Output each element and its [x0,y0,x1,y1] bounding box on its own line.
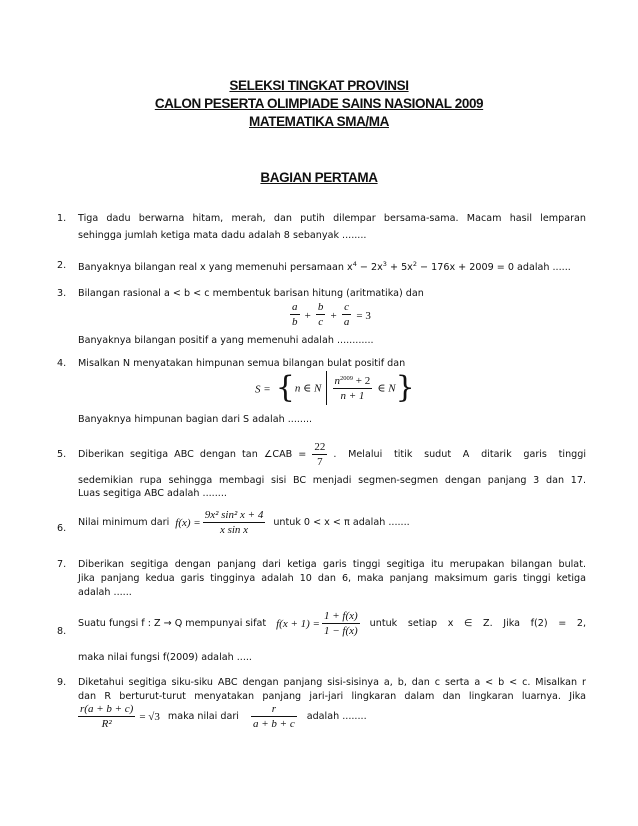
problem-9-line-1: Diketahui segitiga siku-siku ABC dengan panjang sisi-sisinya a, b, dan c serta a < b < c. Misalkan r [78,677,586,688]
problem-4-line-2: Banyaknya himpunan bagian dari S adalah ........ [78,414,313,425]
problem-1-line-1: Tiga dadu berwarna hitam, merah, dan putih dilempar bersama-sama. Macam hasil lemparan [78,213,586,224]
problem-2-text: Banyaknya bilangan real x yang memenuhi persamaan $x^4 - 2x^3 + 5x^2 - 176x + 2009 = 0$ adalah ...... [78,260,571,273]
problem-9-number: 9. [57,677,67,688]
problem-5-number: 5. [57,449,67,460]
section-title: BAGIAN PERTAMA [260,170,378,185]
problem-3-equation: $\frac{a}{b}$ + $\frac{b}{c}$ + $\frac{c}{a}$ = 3 [292,301,371,328]
problem-5-line-3: Luas segitiga ABC adalah ........ [78,488,227,499]
problem-8-line-1: Suatu fungsi f : Z → Q mempunyai sifat f(x + 1) = $\frac{1 + f(x)}{1 - f(x)}$ untuk setiap x ∈ Z. Jika f(2) = 2, [78,610,586,637]
problem-5-line-2: sedemikian rupa sehingga membagi sisi BC menjadi segmen-segmen dengan panjang 3 dan 17. [78,475,586,486]
problem-8-number: 8. [57,626,67,637]
problem-7-line-1: Diberikan segitiga dengan panjang dari ketiga garis tinggi segitiga itu merupakan bilangan bulat. [78,559,586,570]
problem-9-line-3: $\frac{r(a + b + c)}{\text{R²}}$ = √3 maka nilai dari r a + b + c adalah ........ [80,703,367,730]
problem-6-text: Nilai minimum dari f(x) = $\frac{\text{9x² sin² x + 4}}{\text{x sin x}}$ untuk 0 < x < π adalah ....... [78,509,410,536]
problem-9-line-2: dan R berturut-turut menyatakan panjang jari-jari lingkaran dalam dan lingkaran luarnya. Jika [78,691,586,702]
problem-7-line-2: Jika panjang kedua garis tingginya adalah 10 dan 6, maka panjang maksimum garis tinggi ketiga [78,573,586,584]
problem-4-line-1: Misalkan N menyatakan himpunan semua bilangan bulat positif dan [78,358,406,369]
problem-4-set-definition: S = {n ∈ N $\frac{n^{2009} + 2}{n + 1}$ ∈ N} [255,370,415,405]
problem-3-line-2: Banyaknya bilangan positif a yang memenuhi adalah ............ [78,335,374,346]
problem-1-line-2: sehingga jumlah ketiga mata dadu adalah 8 sebanyak ........ [78,230,367,241]
problem-7-number: 7. [57,559,67,570]
title-line-3: MATEMATIKA SMA/MA [249,114,389,129]
title-line-2: CALON PESERTA OLIMPIADE SAINS NASIONAL 2009 [154,96,484,111]
problem-6-number: 6. [57,523,67,534]
problem-7-line-3: adalah ...... [78,587,132,598]
title-line-1: SELEKSI TINGKAT PROVINSI [229,78,409,93]
problem-5-line-1: Diberikan segitiga ABC dengan tan ∠CAB = $\frac{22}{7}$ . Melalui titik sudut A ditarik garis tinggi [78,441,586,468]
problem-2-number: 2. [57,260,67,271]
problem-4-number: 4. [57,358,67,369]
problem-3-line-1: Bilangan rasional a < b < c membentuk barisan hitung (aritmatika) dan [78,288,424,299]
problem-3-number: 3. [57,288,67,299]
problem-1-number: 1. [57,213,67,224]
problem-8-line-2: maka nilai fungsi f(2009) adalah ..... [78,652,252,663]
